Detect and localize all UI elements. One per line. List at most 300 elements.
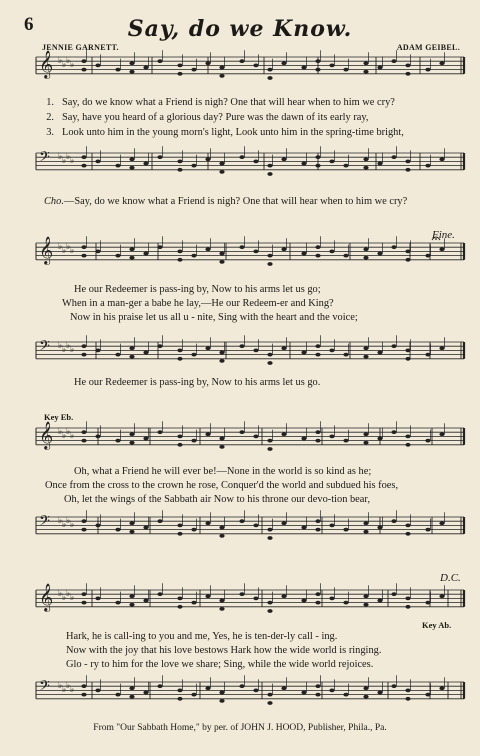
note-head [219,607,224,611]
lyricist-credit: JENNIE GARNETT. [42,43,119,52]
note-head [439,594,444,598]
note-head [177,524,182,528]
note-head [115,601,120,605]
note-head [253,524,258,528]
note-head [377,351,382,355]
note-head [129,686,134,690]
note-head [143,599,148,603]
note-head [205,61,210,65]
note-head [391,430,396,434]
note-head [425,601,430,605]
note-head [191,528,196,532]
note-head [81,519,86,523]
flat-sign: ♭ [62,345,67,355]
note-head [315,59,320,63]
note-head [177,349,182,353]
note-head [377,437,382,441]
note-head [205,686,210,690]
note-head [143,351,148,355]
note-head [81,59,86,63]
note-head [95,597,100,601]
note-head [143,162,148,166]
flat-sign: ♭ [70,593,75,603]
note-head [439,432,444,436]
note-head [81,245,86,249]
note-head [363,594,368,598]
flat-sign: ♭ [62,520,67,530]
note-head [219,351,224,355]
verse-line-2: 2. Say, have you heard of a glorious day? Pure was the dawn of its early ray, [46,112,369,123]
note-head [239,344,244,348]
note-head [439,247,444,251]
note-head [129,432,134,436]
note-head [143,691,148,695]
note-head [115,68,120,72]
note-head [315,68,320,72]
note-head [157,245,162,249]
note-head [239,684,244,688]
note-head [363,256,368,260]
note-head [115,254,120,258]
flat-sign: ♭ [66,589,71,599]
note-head [363,521,368,525]
note-head [81,439,86,443]
note-head [363,441,368,445]
note-head [329,524,334,528]
note-head [315,693,320,697]
note-head [439,346,444,350]
note-head [191,693,196,697]
note-head [157,592,162,596]
note-head [157,684,162,688]
flat-sign: ♭ [58,341,63,351]
note-head [363,432,368,436]
note-head [405,72,410,76]
note-head [205,521,210,525]
note-head [157,155,162,159]
note-head [363,247,368,251]
verse-line-1: Oh, what a Friend he will ever be!—None in the world is so kind as he; [74,466,372,477]
note-head [205,432,210,436]
treble-clef: 𝄞 [39,50,54,78]
note-head [177,72,182,76]
note-head [301,252,306,256]
flat-sign: ♭ [58,516,63,526]
note-head [95,250,100,254]
note-head [267,76,272,80]
note-head [267,439,272,443]
note-head [329,435,334,439]
note-head [191,601,196,605]
note-head [281,686,286,690]
note-head [343,528,348,532]
treble-clef: 𝄞 [39,583,54,611]
verse-line-3: Now in his praise let us all u - nite, Sing with the heart and the voice; [70,312,358,323]
note-head [377,162,382,166]
verse-line-2: Once from the cross to the crown he rose, Conquer'd the world and subdued his foes, [45,480,399,491]
note-head [301,66,306,70]
verse-line-3: 3. Look unto him in the young morn's light, Look unto him in the spring-time bright, [46,127,404,138]
note-head [129,603,134,607]
note-head [391,684,396,688]
flat-sign: ♭ [62,246,67,256]
note-head [267,447,272,451]
note-head [177,443,182,447]
note-head [391,155,396,159]
flat-sign: ♭ [70,156,75,166]
note-head [281,594,286,598]
verse-line-1: Hark, he is call-ing to you and me, Yes, he is ten-der-ly call - ing. [66,631,338,642]
note-head [81,430,86,434]
flat-sign: ♭ [62,60,67,70]
note-head [405,349,410,353]
note-head [157,344,162,348]
note-head [115,164,120,168]
verse-line-3: Oh, let the wings of the Sabbath air Now to his throne our devo-tion bear, [64,494,371,505]
note-head [267,601,272,605]
note-head [425,528,430,532]
flat-sign: ♭ [58,589,63,599]
note-head [267,254,272,258]
note-head [439,686,444,690]
note-head [391,592,396,596]
note-head [315,519,320,523]
note-head [177,697,182,701]
flat-sign: ♭ [70,520,75,530]
note-head [425,693,430,697]
note-head [143,252,148,256]
note-head [363,61,368,65]
note-head [219,437,224,441]
note-head [253,160,258,164]
note-head [95,524,100,528]
bass-clef: 𝄢 [39,338,50,358]
note-head [115,528,120,532]
note-head [219,534,224,538]
note-head [253,435,258,439]
page-number: 6 [24,14,34,35]
note-head [363,695,368,699]
flat-sign: ♭ [62,156,67,166]
note-head [129,441,134,445]
flat-sign: ♭ [58,152,63,162]
flat-sign: ♭ [66,681,71,691]
note-head [81,601,86,605]
note-head [405,64,410,68]
note-head [81,344,86,348]
note-head [315,353,320,357]
note-head [343,353,348,357]
note-head [95,689,100,693]
note-head [143,526,148,530]
note-head [425,254,430,258]
note-head [177,258,182,262]
note-head [439,61,444,65]
note-head [239,519,244,523]
note-head [177,250,182,254]
note-head [177,168,182,172]
key-label: Key Eb. [44,412,74,422]
note-head [157,430,162,434]
note-head [315,684,320,688]
hymn-title: Say, do we Know. [127,16,353,42]
note-head [343,439,348,443]
note-head [267,609,272,613]
note-head [267,693,272,697]
note-head [81,528,86,532]
note-head [177,435,182,439]
flat-sign: ♭ [62,685,67,695]
note-head [267,701,272,705]
verse-line-2: When in a man-ger a babe he lay,—He our Redeem-er and King? [62,298,334,309]
note-head [391,59,396,63]
note-head [315,254,320,258]
flat-sign: ♭ [66,152,71,162]
note-head [219,599,224,603]
note-head [315,592,320,596]
note-head [267,172,272,176]
note-head [363,346,368,350]
note-head [281,157,286,161]
note-head [405,443,410,447]
note-head [329,64,334,68]
note-head [191,254,196,258]
note-head [377,526,382,530]
note-head [377,691,382,695]
note-head [405,258,410,262]
note-head [219,260,224,264]
note-head [405,250,410,254]
note-head [363,603,368,607]
note-head [177,357,182,361]
chorus-line: He our Redeemer is pass-ing by, Now to his arms let us go. [74,377,321,388]
note-head [363,686,368,690]
note-head [405,689,410,693]
note-head [239,592,244,596]
flat-sign: ♭ [70,246,75,256]
note-head [281,521,286,525]
note-head [177,160,182,164]
note-head [81,164,86,168]
note-head [267,361,272,365]
note-head [177,689,182,693]
note-head [329,349,334,353]
flat-sign: ♭ [58,427,63,437]
note-head [377,599,382,603]
note-head [343,693,348,697]
note-head [267,262,272,266]
note-head [219,74,224,78]
flat-sign: ♭ [66,516,71,526]
note-head [205,157,210,161]
chorus-line: Cho.—Say, do we know what a Friend is nigh? One that will hear when to him we cry? [44,196,408,207]
flat-sign: ♭ [66,427,71,437]
note-head [219,699,224,703]
note-head [129,530,134,534]
note-head [129,695,134,699]
note-head [425,353,430,357]
note-head [81,68,86,72]
note-head [81,353,86,357]
note-head [129,355,134,359]
note-head [281,61,286,65]
note-head [405,435,410,439]
note-head [177,64,182,68]
note-head [405,532,410,536]
note-head [377,66,382,70]
note-head [219,170,224,174]
flat-sign: ♭ [66,56,71,66]
treble-clef: 𝄞 [39,236,54,264]
note-head [363,157,368,161]
note-head [157,519,162,523]
note-head [267,353,272,357]
note-head [219,359,224,363]
flat-sign: ♭ [62,593,67,603]
note-head [343,68,348,72]
note-head [363,355,368,359]
note-head [301,162,306,166]
note-head [315,601,320,605]
note-head [329,160,334,164]
note-head [191,164,196,168]
note-head [253,689,258,693]
note-head [81,254,86,258]
note-head [439,521,444,525]
note-head [329,689,334,693]
note-head [115,353,120,357]
note-head [315,439,320,443]
verse-line-1: He our Redeemer is pass-ing by, Now to his arms let us go; [74,284,321,295]
note-head [129,247,134,251]
flat-sign: ♭ [66,242,71,252]
note-head [267,536,272,540]
note-head [177,605,182,609]
note-head [343,601,348,605]
note-head [129,256,134,260]
note-head [301,437,306,441]
note-head [115,439,120,443]
note-head [405,357,410,361]
bass-clef: 𝄢 [39,149,50,169]
note-head [315,155,320,159]
flat-sign: ♭ [70,685,75,695]
note-head [301,599,306,603]
note-head [253,597,258,601]
note-head [391,344,396,348]
note-head [191,68,196,72]
note-head [301,351,306,355]
note-head [425,68,430,72]
note-head [425,164,430,168]
flat-sign: ♭ [66,341,71,351]
note-head [315,164,320,168]
note-head [253,250,258,254]
note-head [115,693,120,697]
note-head [329,597,334,601]
note-head [129,346,134,350]
note-head [391,245,396,249]
note-head [405,597,410,601]
note-head [95,160,100,164]
composer-credit: ADAM GEIBEL. [396,43,460,52]
note-head [143,66,148,70]
note-head [343,164,348,168]
flat-sign: ♭ [58,681,63,691]
key-label: Key Ab. [422,620,452,630]
flat-sign: ♭ [70,345,75,355]
note-head [177,597,182,601]
note-head [343,254,348,258]
note-head [95,435,100,439]
note-head [219,252,224,256]
note-head [239,245,244,249]
note-head [281,432,286,436]
publisher-footer: From "Our Sabbath Home," by per. of JOHN J. HOOD, Publisher, Phila., Pa. [93,723,387,733]
note-head [129,157,134,161]
note-head [129,70,134,74]
note-head [281,346,286,350]
flat-sign: ♭ [70,431,75,441]
verse-line-2: Now with the joy that his love bestows Hark how the wide world is ringing. [66,645,382,656]
note-head [205,594,210,598]
chorus-label: Cho. [44,196,64,207]
note-head [95,64,100,68]
note-head [315,344,320,348]
note-head [405,168,410,172]
note-head [267,68,272,72]
bass-clef: 𝄢 [39,513,50,533]
flat-sign: ♭ [58,56,63,66]
note-head [129,594,134,598]
note-head [81,592,86,596]
note-head [129,166,134,170]
note-head [267,528,272,532]
note-head [191,353,196,357]
note-head [405,697,410,701]
treble-clef: 𝄞 [39,421,54,449]
bass-clef: 𝄢 [39,678,50,698]
fine-marking: Fine. [432,229,455,241]
note-head [329,250,334,254]
note-head [405,524,410,528]
note-head [219,66,224,70]
note-head [301,526,306,530]
note-head [315,430,320,434]
note-head [425,439,430,443]
note-head [219,691,224,695]
note-head [205,247,210,251]
note-head [363,166,368,170]
note-head [81,693,86,697]
note-head [281,247,286,251]
note-head [239,155,244,159]
note-head [363,530,368,534]
note-head [315,245,320,249]
note-head [301,691,306,695]
note-head [95,349,100,353]
note-head [205,346,210,350]
note-head [129,521,134,525]
note-head [219,526,224,530]
note-head [219,162,224,166]
flat-sign: ♭ [62,431,67,441]
note-head [315,528,320,532]
note-head [253,349,258,353]
note-head [129,61,134,65]
note-head [177,532,182,536]
note-head [81,155,86,159]
